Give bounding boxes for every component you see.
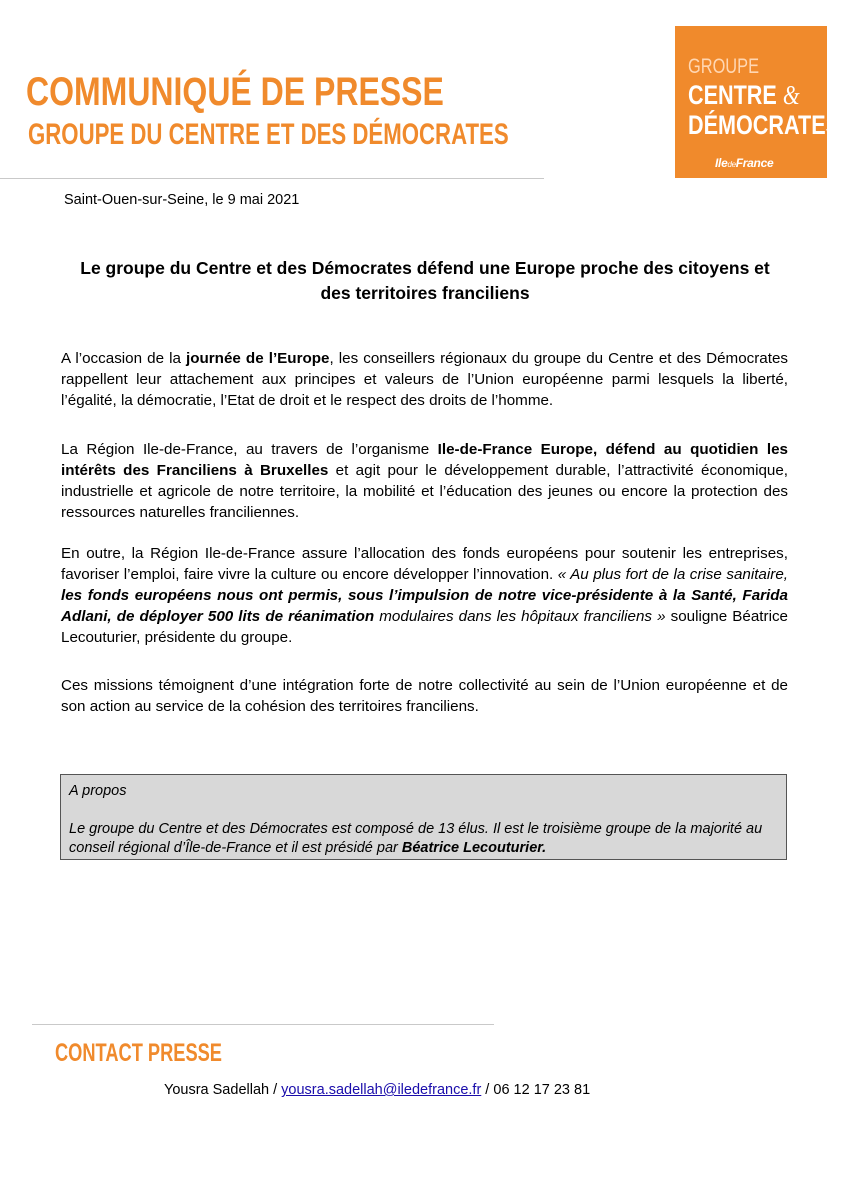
date-line: Saint-Ouen-sur-Seine, le 9 mai 2021 (64, 192, 300, 208)
headline: Le groupe du Centre et des Démocrates défend une Europe proche des citoyens et des territoires franciliens (80, 258, 770, 303)
p1-text-c: , les conseillers régionaux du groupe du Centre et des Démocrates rappellent leur attachement aux principes et valeurs de l’Union européenne parmi lesquels la liberté, l’égalité, la démocratie, l’Etat de droit et le respect des droits de l’homme. (61, 350, 788, 409)
contact-separator: / (269, 1082, 282, 1098)
p3-quote-open: « Au plus fort de la crise sanitaire, (557, 565, 788, 583)
about-text-body: Le groupe du Centre et des Démocrates est composé de 13 élus. Il est le troisième groupe de la majorité au conseil régional d’Île-de-France et il est présidé par (69, 821, 763, 856)
footer-divider (32, 1024, 494, 1025)
paragraph-2 (61, 440, 788, 524)
brand-ile: Ile (715, 156, 728, 170)
contact-line (164, 1081, 590, 1099)
paragraph-1 (61, 349, 788, 412)
logo-line-groupe: GROUPE (688, 55, 759, 78)
p3-text-e: souligne Béatrice Lecouturier, présidente du groupe. (61, 607, 788, 646)
brand-de: de (727, 160, 736, 169)
paragraph-4: Ces missions témoignent d’une intégration forte de notre collectivité au sein de l’Union européenne et de son action au service de la cohésion des territoires franciliens. (61, 677, 788, 715)
logo-word-centre: CENTRE (688, 80, 777, 110)
p3-quote-bold: les fonds européens nous ont permis, sous l’impulsion de notre vice-présidente à la Santé, Farida Adlani, de déployer 500 lits de réanimation (61, 586, 788, 625)
header-divider (0, 178, 544, 179)
about-text (69, 820, 777, 858)
p2-text-a: La Région Ile-de-France, au travers de l’organisme (61, 441, 438, 458)
logo-line-centre (688, 82, 800, 109)
iledefrance-logo (715, 157, 773, 171)
about-president-name: Béatrice Lecouturier. (401, 840, 547, 856)
p3-text-a: En outre, la Région Ile-de-France assure l’allocation des fonds européens pour soutenir les entreprises, favoriser l’emploi, faire vivre la culture ou encore développer l’innovation. (61, 545, 788, 583)
p2-bold-idf-europe: Ile-de-France Europe, défend au quotidien les intérêts des Franciliens à Bruxelles (61, 441, 788, 479)
about-box (60, 774, 787, 860)
contact-name: Yousra Sadellah (164, 1082, 270, 1098)
group-logo (675, 26, 841, 178)
p2-text-c: et agit pour le développement durable, l’attractivité économique, industrielle et agricole de notre territoire, la mobilité et l’éducation des jeunes ou encore la protection des ressources naturelles franciliennes. (61, 461, 788, 521)
contact-title: CONTACT PRESSE (55, 1039, 222, 1067)
contact-separator: / (481, 1082, 494, 1098)
contact-phone: 06 12 17 23 81 (493, 1082, 591, 1098)
logo-line-democrates: DÉMOCRATES (688, 110, 841, 140)
logo-ampersand: & (782, 80, 800, 110)
paragraph-3 (61, 544, 788, 649)
contact-email-link[interactable]: yousra.sadellah@iledefrance.fr (281, 1082, 482, 1098)
p1-text-a: A l’occasion de la (61, 350, 186, 367)
p3-quote-close: modulaires dans les hôpitaux franciliens » (374, 607, 666, 625)
brand-france: France (735, 156, 774, 170)
about-title: A propos (69, 783, 127, 799)
header-subtitle: GROUPE DU CENTRE ET DES DÉMOCRATES (28, 118, 509, 151)
p1-bold-europe-day: journée de l’Europe (186, 350, 330, 367)
header-title: COMMUNIQUÉ DE PRESSE (26, 70, 444, 114)
